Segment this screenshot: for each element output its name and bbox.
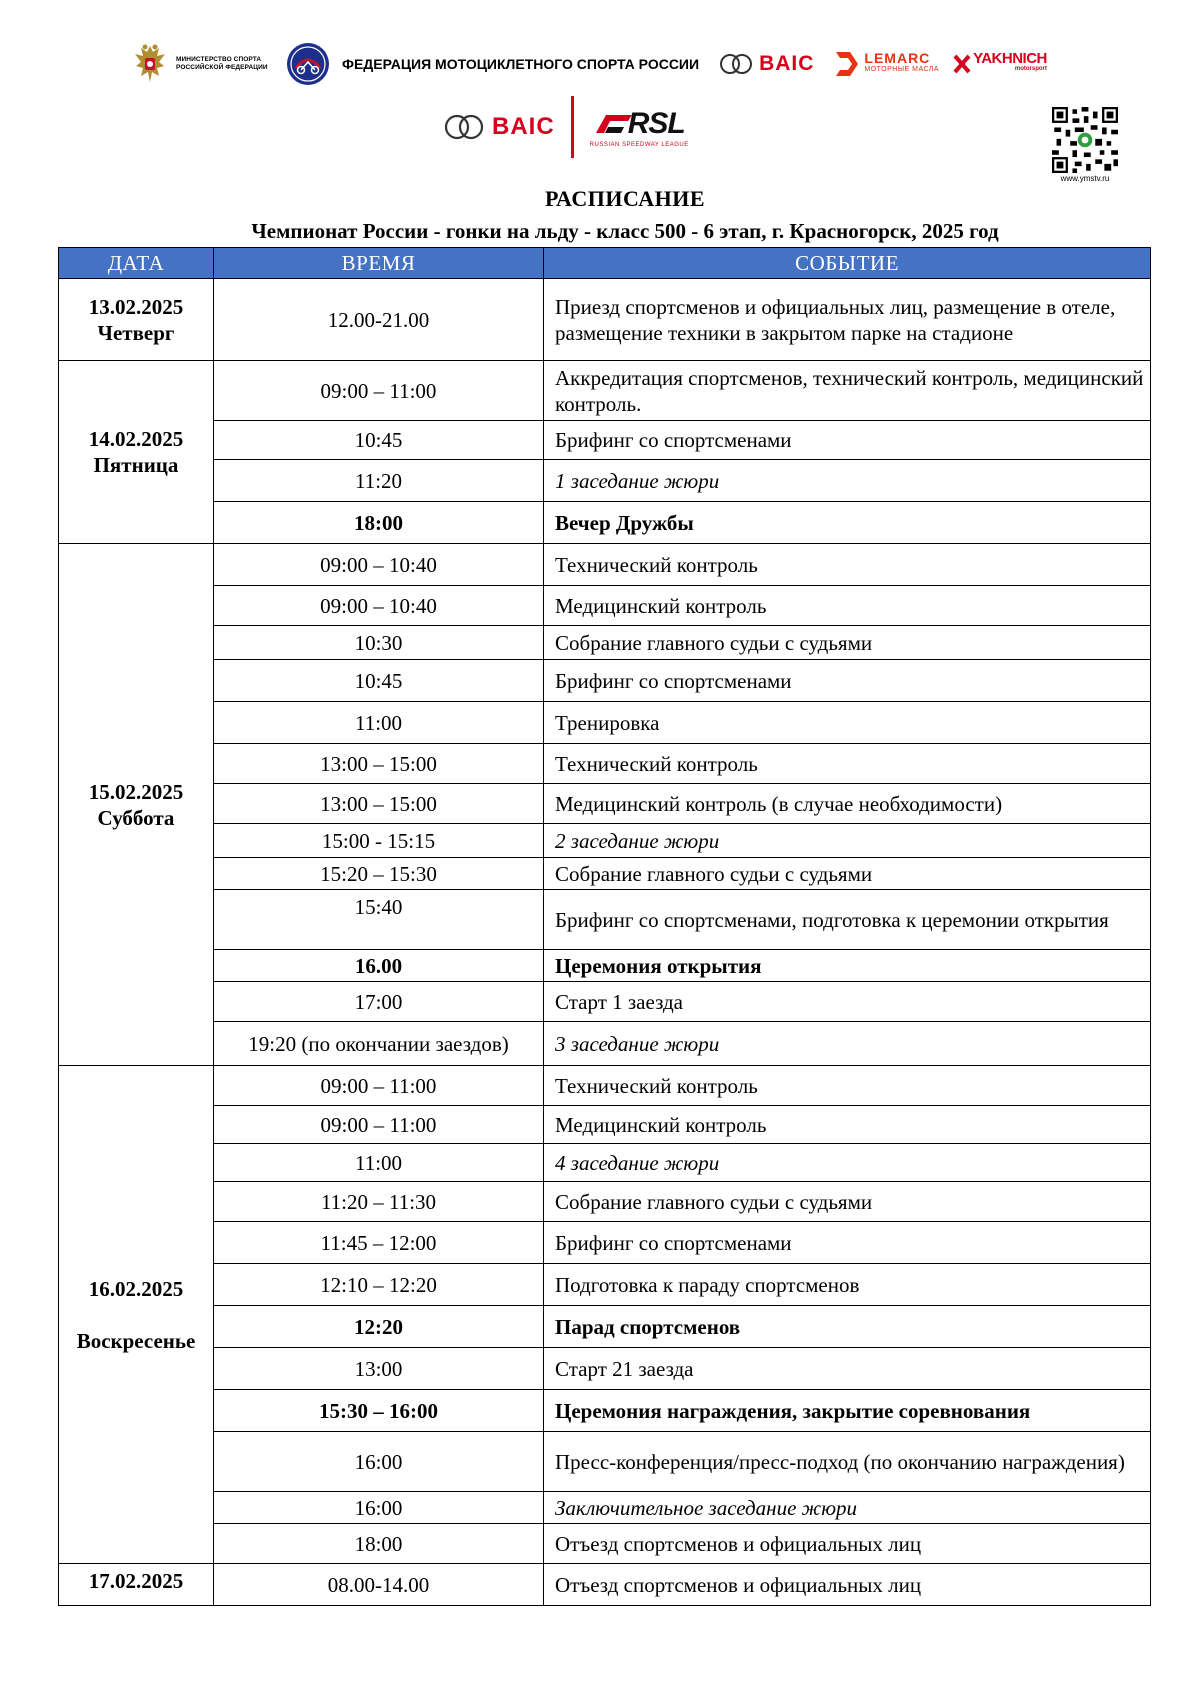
table-row [59,1066,1151,1106]
event-cell: Отъезд спортсменов и официальных лиц [544,1524,1151,1564]
time-cell: 12:20 [214,1306,544,1348]
event-cell: Брифинг со спортсменами [544,1222,1151,1264]
time-cell: 13:00 – 15:00 [214,744,544,784]
date-cell: 14.02.2025 Пятница [59,361,214,544]
time-cell: 13:00 [214,1348,544,1390]
rsl-wordmark: RSL [627,106,685,140]
table-row [59,421,1151,460]
table-row [59,890,1151,950]
date-cell: 15.02.2025 Суббота [59,544,214,1066]
time-cell: 10:45 [214,660,544,702]
event-cell: Собрание главного судьи с судьями [544,1182,1151,1222]
time-cell: 11:45 – 12:00 [214,1222,544,1264]
lemarc-arrow-icon [834,50,860,78]
event-cell: Приезд спортсменов и официальных лиц, размещение в отеле, размещение техники в закрытом парке на стадионе [544,279,1151,361]
table-row [59,626,1151,660]
table-row [59,1306,1151,1348]
column-header-time: ВРЕМЯ [214,248,544,279]
event-cell: Медицинский контроль (в случае необходимости) [544,784,1151,824]
baic-logo-large [444,113,555,141]
table-row [59,502,1151,544]
event-cell: Брифинг со спортсменами, подготовка к церемонии открытия [544,890,1151,950]
event-cell: Медицинский контроль [544,586,1151,626]
table-row [59,1564,1151,1606]
date-cell: 17.02.2025 [59,1564,214,1606]
rsl-tagline: RUSSIAN SPEEDWAY LEAGUE [589,141,689,148]
table-row [59,1022,1151,1066]
event-cell: Брифинг со спортсменами [544,660,1151,702]
date-cell: 13.02.2025 Четверг [59,279,214,361]
time-cell: 16.00 [214,950,544,982]
event-cell: Парад спортсменов [544,1306,1151,1348]
event-cell: Церемония открытия [544,950,1151,982]
table-row [59,586,1151,626]
event-cell: Технический контроль [544,544,1151,586]
event-cell: 4 заседание жюри [544,1144,1151,1182]
page-title: РАСПИСАНИЕ [544,186,706,211]
event-cell: Аккредитация спортсменов, технический контроль, медицинский контроль. [544,361,1151,421]
time-cell: 11:20 [214,460,544,502]
time-cell: 11:20 – 11:30 [214,1182,544,1222]
lemarc-wordmark: LEMARC [864,50,931,66]
table-row [59,744,1151,784]
table-row [59,950,1151,982]
table-row [59,1432,1151,1492]
table-row [59,702,1151,744]
time-cell: 19:20 (по окончании заездов) [214,1022,544,1066]
table-row [59,1524,1151,1564]
event-cell: Брифинг со спортсменами [544,421,1151,460]
table-row [59,1492,1151,1524]
event-cell: Вечер Дружбы [544,502,1151,544]
table-header-row [59,248,1151,279]
ministry-logo [130,42,276,86]
time-cell: 17:00 [214,982,544,1022]
table-row [59,279,1151,361]
yakhnich-tagline: motorsport [1014,66,1047,72]
event-cell: Отъезд спортсменов и официальных лиц [544,1564,1151,1606]
event-cell: Заключительное заседание жюри [544,1492,1151,1524]
event-cell: Тренировка [544,702,1151,744]
rsl-logo [590,107,689,148]
time-cell: 09:00 – 11:00 [214,1106,544,1144]
event-cell: Церемония награждения, закрытие соревнования [544,1390,1151,1432]
time-cell: 15:20 – 15:30 [214,858,544,890]
column-header-date: ДАТА [59,248,214,279]
time-cell: 09:00 – 11:00 [214,361,544,421]
event-cell: Собрание главного судьи с судьями [544,626,1151,660]
event-cell: Технический контроль [544,1066,1151,1106]
time-cell: 12.00-21.00 [214,279,544,361]
event-cell: Технический контроль [544,744,1151,784]
time-cell: 18:00 [214,1524,544,1564]
event-cell: Собрание главного судьи с судьями [544,858,1151,890]
baic-rings-icon [444,114,484,140]
federation-emblem-icon [286,42,330,86]
time-cell: 16:00 [214,1492,544,1524]
table-row [59,1182,1151,1222]
table-row [59,544,1151,586]
table-row [59,460,1151,502]
time-cell: 08.00-14.00 [214,1564,544,1606]
time-cell: 15:40 [214,890,544,950]
time-cell: 12:10 – 12:20 [214,1264,544,1306]
event-cell: 2 заседание жюри [544,824,1151,858]
column-header-event: СОБЫТИЕ [544,248,1151,279]
table-row [59,1144,1151,1182]
table-row [59,982,1151,1022]
qr-caption: www.ymstv.ru [1060,174,1110,183]
event-cell: 1 заседание жюри [544,460,1151,502]
date-cell: 16.02.2025 Воскресенье [59,1066,214,1564]
table-row [59,824,1151,858]
time-cell: 09:00 – 10:40 [214,586,544,626]
event-cell: 3 заседание жюри [544,1022,1151,1066]
sponsor-logos-row [130,40,1125,88]
time-cell: 11:00 [214,702,544,744]
lemarc-tagline: МОТОРНЫЕ МАСЛА [864,66,940,73]
time-cell: 09:00 – 11:00 [214,1066,544,1106]
yakhnich-wordmark: YAKHNICH [973,50,1047,67]
page-subtitle: Чемпионат России - гонки на льду - класс 500 - 6 этап, г. Красногорск, 2025 год [251,219,999,243]
event-cell: Подготовка к параду спортсменов [544,1264,1151,1306]
time-cell: 10:45 [214,421,544,460]
ministry-name: МИНИСТЕРСТВО СПОРТА РОССИЙСКОЙ ФЕДЕРАЦИИ [176,56,268,71]
event-cell: Медицинский контроль [544,1106,1151,1144]
federation-name: ФЕДЕРАЦИЯ МОТОЦИКЛЕТНОГО СПОРТА РОССИИ [342,56,700,72]
event-cell: Старт 1 заезда [544,982,1151,1022]
baic-wordmark: BAIC [759,52,815,75]
logo-divider [571,96,574,158]
eagle-emblem-icon [130,42,170,86]
baic-rings-icon [719,53,753,75]
table-row [59,784,1151,824]
table-row [59,1222,1151,1264]
table-row [59,1390,1151,1432]
time-cell: 11:00 [214,1144,544,1182]
baic-wordmark: BAIC [492,113,555,140]
lemarc-logo [834,50,939,78]
schedule-table [58,247,1151,1606]
time-cell: 18:00 [214,502,544,544]
yakhnich-logo [953,50,1047,74]
organizer-logos-row [444,92,689,162]
table-row [59,1106,1151,1144]
time-cell: 09:00 – 10:40 [214,544,544,586]
table-row [59,858,1151,890]
qr-code-icon[interactable] [1052,107,1118,173]
time-cell: 15:30 – 16:00 [214,1390,544,1432]
table-row [59,361,1151,421]
time-cell: 13:00 – 15:00 [214,784,544,824]
time-cell: 16:00 [214,1432,544,1492]
table-row [59,1348,1151,1390]
table-row [59,660,1151,702]
time-cell: 10:30 [214,626,544,660]
event-cell: Старт 21 заезда [544,1348,1151,1390]
yakhnich-x-icon [953,54,971,74]
event-cell: Пресс-конференция/пресс-подход (по окончанию награждения) [544,1432,1151,1492]
baic-logo [719,52,814,76]
table-row [59,1264,1151,1306]
time-cell: 15:00 - 15:15 [214,824,544,858]
